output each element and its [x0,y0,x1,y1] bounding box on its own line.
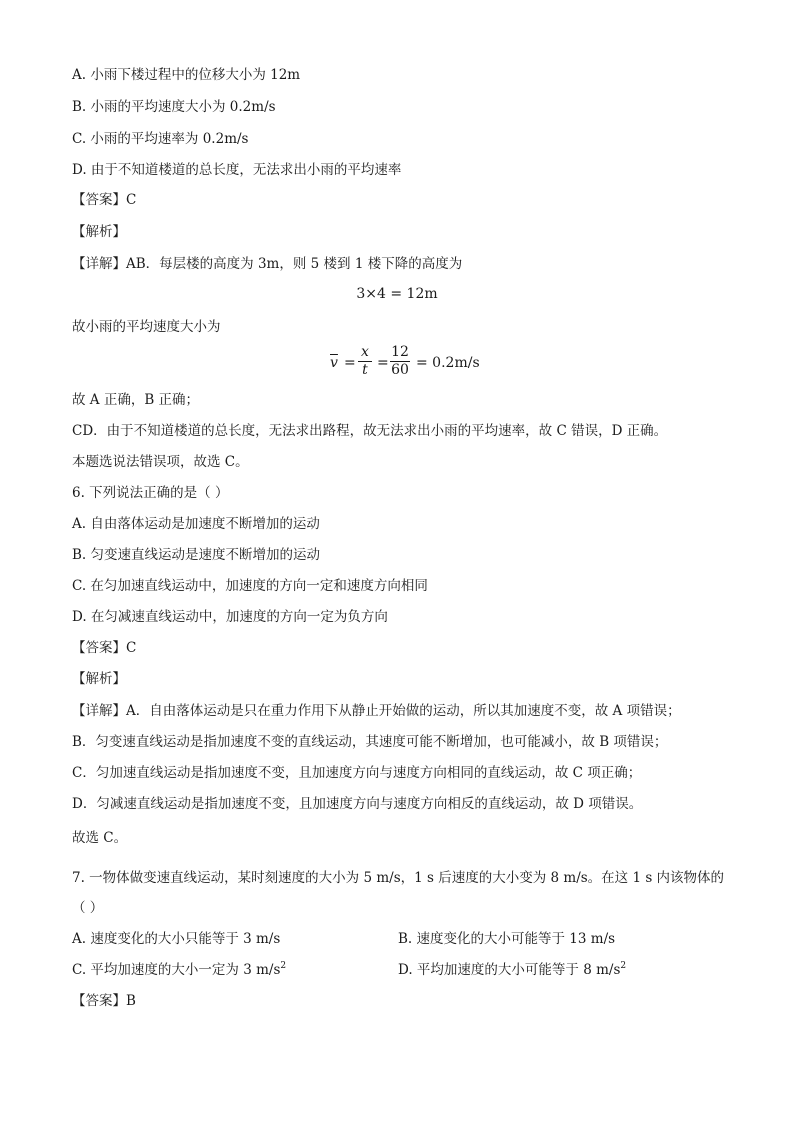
q7-stem: 7. 一物体做变速直线运动，某时刻速度的大小为 5 m/s，1 s 后速度的大小变为 8 m/s。在这 1 s 内该物体的 [72,870,725,886]
q5-detail-1: 【详解】AB．每层楼的高度为 3m，则 5 楼到 1 楼下降的高度为 [72,256,463,272]
q6-conclusion: 故选 C。 [72,830,128,846]
q7-option-a: A. 速度变化的大小只能等于 3 m/s [72,931,281,947]
q7-option-d [398,961,626,979]
formula-equals-1: = [344,355,356,371]
q7-option-c-text: C. 平均加速度的大小一定为 3 m/s [72,962,281,978]
q6-option-d: D. 在匀减速直线运动中，加速度的方向一定为负方向 [72,609,388,625]
q7-stem-blank: （ ） [72,900,104,916]
q6-option-a: A. 自由落体运动是加速度不断增加的运动 [72,516,320,532]
q6-detail-b: B．匀变速直线运动是指加速度不变的直线运动，其速度可能不断增加，也可能减小，故 B 项错误； [72,734,668,750]
q7-option-c [72,961,286,979]
q5-detail-5: 本题选说法错误项，故选 C。 [72,454,249,470]
q7-option-d-exponent: 2 [620,961,627,971]
q6-stem: 6. 下列说法正确的是（ ） [72,485,229,501]
fraction-12-over-60 [390,344,410,379]
q5-option-a: A. 小雨下楼过程中的位移大小为 12m [72,67,301,83]
q5-equation: 3×4 = 12m [356,286,438,302]
q6-detail-a: 【详解】A．自由落体运动是只在重力作用下从静止开始做的运动，所以其加速度不变，故 A 项错误； [72,703,681,719]
q6-detail-c: C．匀加速直线运动是指加速度不变，且加速度方向与速度方向相同的直线运动，故 C 项正确； [72,765,642,781]
fraction-denominator-60: 60 [391,362,409,378]
q5-average-velocity-formula [330,344,530,384]
vbar-symbol: $\overline{v}$ [330,355,338,371]
q5-analysis-heading: 【解析】 [72,224,126,240]
q5-option-b: B. 小雨的平均速度大小为 0.2m/s [72,99,276,115]
q7-option-b: B. 速度变化的大小可能等于 13 m/s [398,931,616,947]
q6-detail-d: D．匀减速直线运动是指加速度不变，且加速度方向与速度方向相反的直线运动，故 D 项错误。 [72,796,643,812]
fraction-denominator-t: t [362,362,368,378]
formula-equals-2: = [377,355,389,371]
fraction-numerator-12: 12 [391,344,409,360]
fraction-x-over-t [358,344,372,379]
formula-result: = 0.2m/s [416,355,480,371]
q7-option-c-exponent: 2 [280,961,287,971]
q7-answer: 【答案】B [72,993,136,1009]
q5-option-d: D. 由于不知道楼道的总长度，无法求出小雨的平均速率 [72,162,402,178]
fraction-numerator-x: x [361,344,369,360]
q6-answer: 【答案】C [72,640,137,656]
q6-option-b: B. 匀变速直线运动是速度不断增加的运动 [72,547,321,563]
q7-option-d-text: D. 平均加速度的大小可能等于 8 m/s [398,962,621,978]
q5-option-c: C. 小雨的平均速率为 0.2m/s [72,131,249,147]
q5-detail-2: 故小雨的平均速度大小为 [72,319,221,335]
q6-option-c: C. 在匀加速直线运动中，加速度的方向一定和速度方向相同 [72,578,428,594]
q5-answer: 【答案】C [72,192,137,208]
q6-analysis-heading: 【解析】 [72,671,126,687]
q5-detail-3: 故 A 正确，B 正确； [72,392,200,408]
q5-detail-4: CD．由于不知道楼道的总长度，无法求出路程，故无法求出小雨的平均速率，故 C 错误，D 正确。 [72,423,668,439]
